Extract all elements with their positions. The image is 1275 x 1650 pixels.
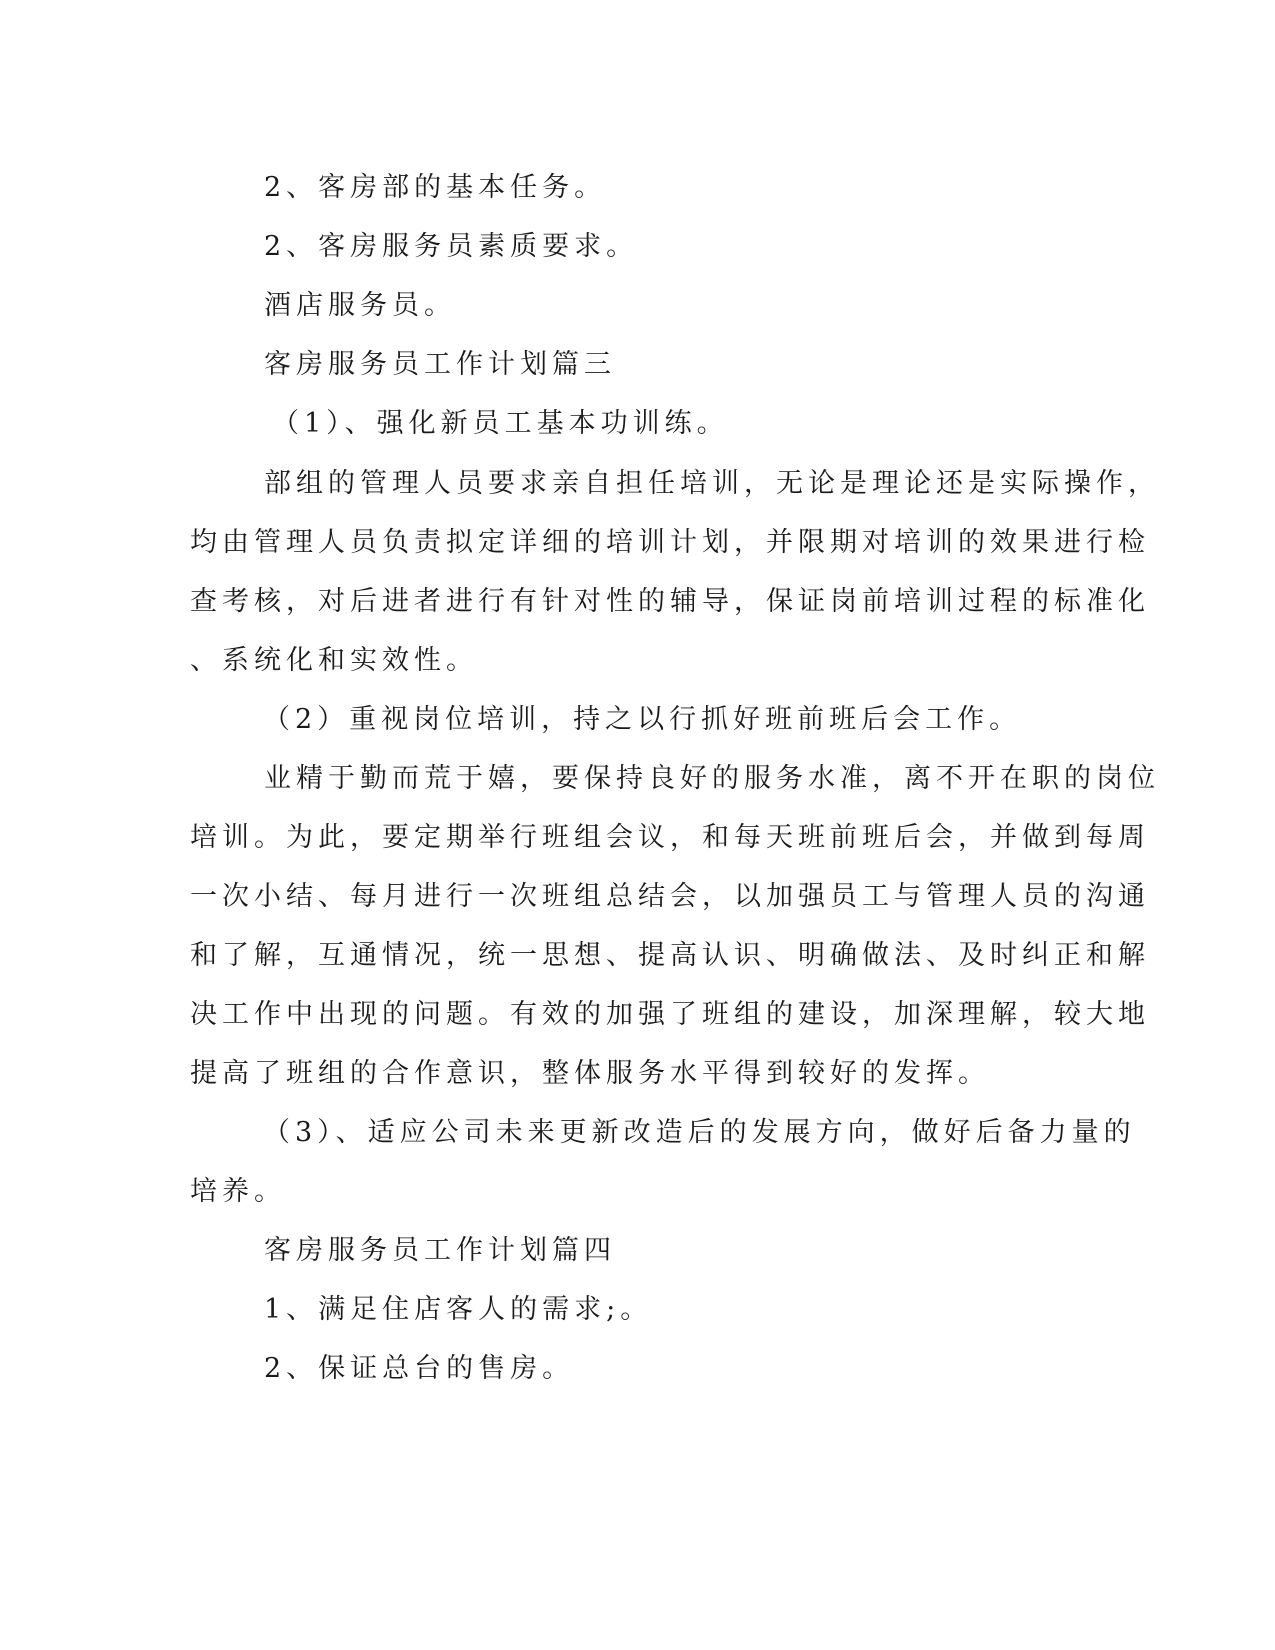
text-line: 和了解，互通情况，统一思想、提高认识、明确做法、及时纠正和解	[190, 940, 1150, 971]
text-line: （2）重视岗位培训，持之以行抓好班前班后会工作。	[263, 704, 1022, 735]
text-line: 一次小结、每月进行一次班组总结会，以加强员工与管理人员的沟通	[190, 881, 1150, 912]
text-line: 决工作中出现的问题。有效的加强了班组的建设，加深理解，较大地	[190, 999, 1150, 1030]
section-heading: 客房服务员工作计划篇四	[264, 1235, 616, 1266]
text-line: 酒店服务员。	[264, 290, 456, 321]
text-line: 2、客房服务员素质要求。	[264, 231, 639, 262]
text-line: 查考核，对后进者进行有针对性的辅导，保证岗前培训过程的标准化	[190, 586, 1150, 617]
text-line: （1）、强化新员工基本功训练。	[272, 408, 729, 439]
text-line: 培养。	[190, 1176, 286, 1207]
text-line: 业精于勤而荒于嬉，要保持良好的服务水准，离不开在职的岗位	[264, 763, 1160, 794]
text-line: 部组的管理人员要求亲自担任培训，无论是理论还是实际操作，	[264, 468, 1160, 499]
text-line: 1、满足住店客人的需求;。	[264, 1294, 653, 1325]
text-line: 2、保证总台的售房。	[264, 1353, 575, 1384]
text-line: 培训。为此，要定期举行班组会议，和每天班前班后会，并做到每周	[190, 822, 1150, 853]
section-heading: 客房服务员工作计划篇三	[264, 349, 616, 380]
text-line: 、系统化和实效性。	[190, 645, 478, 676]
text-line: （3）、适应公司未来更新改造后的发展方向，做好后备力量的	[263, 1117, 1136, 1148]
text-line: 均由管理人员负责拟定详细的培训计划，并限期对培训的效果进行检	[190, 527, 1150, 558]
text-line: 2、客房部的基本任务。	[264, 172, 607, 203]
text-line: 提高了班组的合作意识，整体服务水平得到较好的发挥。	[190, 1058, 990, 1089]
